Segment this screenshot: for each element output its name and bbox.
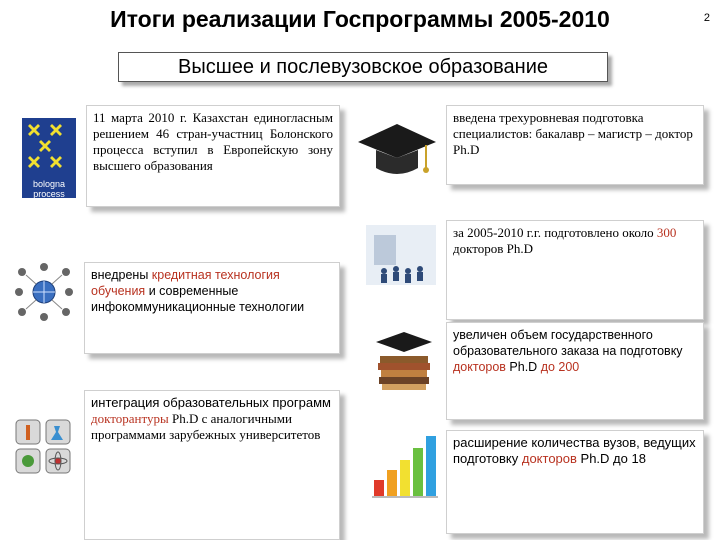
page-title: Итоги реализации Госпрограммы 2005-2010 <box>110 6 610 32</box>
integration-text-2: Ph.D с аналогичными программами зарубежных университетов <box>91 411 321 442</box>
credit-highlight: кредитная технология обучения <box>91 268 280 298</box>
presentation-audience-icon <box>366 225 436 285</box>
order-highlight-2: до 200 <box>540 360 580 374</box>
universities-box <box>446 430 704 534</box>
section-subtitle: Высшее и послевузовское образование <box>118 52 608 82</box>
order-highlight-1: докторов <box>453 360 506 374</box>
graduation-cap-icon <box>356 120 438 186</box>
integration-text-1: интеграция образовательных программ <box>91 395 331 410</box>
three-level-text: введена трехуровневая подготовка специалистов: бакалавр – магистр – доктор Ph.D <box>453 110 693 157</box>
doctors-text-2: докторов Ph.D <box>453 241 534 256</box>
bologna-process-logo <box>22 118 76 198</box>
state-order-box <box>446 322 704 420</box>
integration-box <box>84 390 340 540</box>
bologna-stars-icon <box>22 118 76 174</box>
doctors-highlight: 300 <box>656 225 677 240</box>
slide-number: 2 <box>703 12 710 24</box>
logo-text-1: bologna <box>32 179 66 189</box>
universities-text-2: Ph.D до 18 <box>576 451 646 466</box>
universities-text-1: расширение количества вузов, ведущих подготовку <box>453 435 696 466</box>
growth-bars-icon <box>370 430 438 502</box>
logo-text-2: process <box>33 189 65 199</box>
credit-technology-box <box>84 262 340 354</box>
universities-highlight: докторов <box>521 451 577 466</box>
credit-text-2: и современные инфокоммуникационные технологии <box>91 284 305 314</box>
integration-highlight: докторантуры <box>91 411 169 426</box>
order-text-1: увеличен объем государственного образовательного заказа на подготовку <box>453 328 683 358</box>
doctors-text-1: за 2005-2010 г.г. подготовлено около <box>453 225 657 240</box>
books-cap-icon <box>372 330 436 392</box>
credit-text-1: внедрены <box>91 268 152 282</box>
order-text-2: Ph.D <box>505 360 541 374</box>
doctors-trained-box <box>446 220 704 320</box>
network-people-icon <box>14 262 74 322</box>
bologna-box <box>86 105 340 207</box>
science-icons <box>14 418 74 476</box>
three-level-box <box>446 105 704 185</box>
bologna-text: 11 марта 2010 г. Казахстан единогласным решением 46 стран-участниц Болонского процесса вступил в Европейскую зону высшего образования <box>93 110 333 173</box>
